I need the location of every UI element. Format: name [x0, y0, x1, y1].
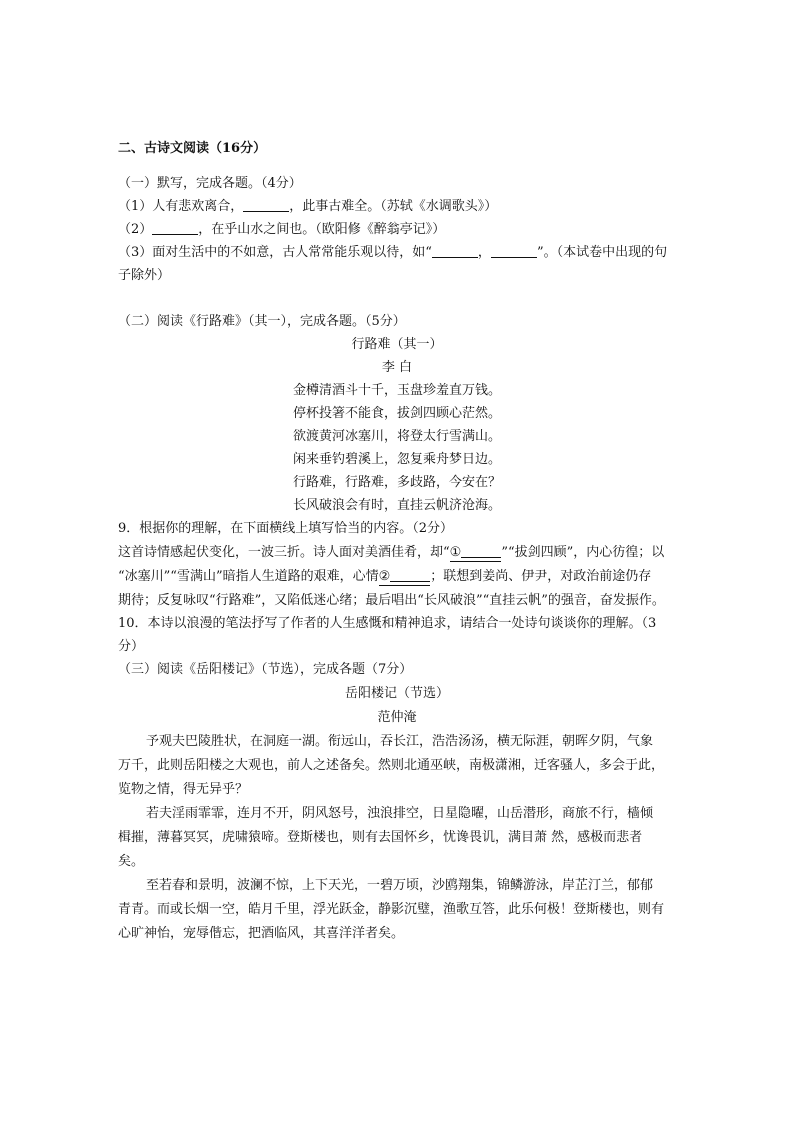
poem-line: 欲渡黄河冰塞川，将登太行雪满山。 — [292, 429, 501, 444]
q9-l2-text-b: ；联想到姜尚、伊尹，对政治前途仍存 — [430, 569, 652, 584]
question-3 — [118, 245, 667, 261]
q9-line-2 — [118, 569, 651, 586]
q1-text-after: ，此事古难全。（苏轼《水调歌头》） — [289, 199, 498, 214]
q9-blank-1-line — [461, 545, 501, 558]
q9-line-1 — [118, 545, 664, 562]
q2-answer-blank[interactable] — [152, 222, 198, 235]
essay-p2-line: 若夫淫雨霏霏，连月不开，阴风怒号，浊浪排空，日星隐曜，山岳潜形，商旅不行，樯倾 — [146, 806, 654, 821]
q3-answer-blank-2[interactable] — [491, 245, 537, 258]
essay-title: 岳阳楼记（节选） — [344, 686, 449, 701]
essay-p2-line: 矣。 — [118, 854, 145, 869]
q3-text-mid: ， — [477, 245, 491, 260]
q9-blank-2-line — [390, 569, 430, 582]
essay-p3-line: 心旷神怡，宠辱偕忘，把酒临风，其喜洋洋者矣。 — [118, 926, 405, 941]
essay-p1-line: 予观夫巴陵胜状，在洞庭一湖。衔远山，吞长江，浩浩汤汤，横无际涯，朝晖夕阴，气象 — [146, 734, 654, 749]
q3-text-before: （3）面对生活中的不如意，古人常常能乐观以待，如“ — [118, 245, 432, 260]
q9-line-3: 期待；反复咏叹“行路难”，又陷低迷心绪；最后唱出“长风破浪”“直挂云帆”的强音，奋发振作。 — [118, 593, 665, 608]
part3-header: （三）阅读《岳阳楼记》（节选），完成各题（7分） — [118, 662, 413, 677]
q2-text-after: ，在乎山水之间也。（欧阳修《醉翁亭记》） — [198, 222, 446, 237]
q2-text-before: （2） — [118, 222, 153, 237]
q3-text-after: ”。（本试卷中出现的句 — [536, 245, 668, 260]
q1-answer-blank[interactable] — [243, 199, 289, 212]
essay-p3-line: 青青。而或长烟一空，皓月千里，浮光跃金，静影沉璧，渔歌互答，此乐何极！登斯楼也，则有 — [118, 902, 665, 917]
question-10-cont: 分） — [118, 639, 145, 654]
q1-text-before: （1）人有悲欢离合， — [118, 199, 244, 214]
essay-author: 范仲淹 — [377, 710, 417, 725]
question-2 — [118, 222, 445, 238]
poem-line: 闲来垂钓碧溪上，忽复乘舟梦日边。 — [292, 452, 501, 467]
q3-answer-blank-1[interactable] — [432, 245, 478, 258]
q9-blank-2[interactable] — [379, 569, 431, 586]
q9-l2-text-a: “冰塞川”“雪满山”暗指人生道路的艰难，心情 — [118, 569, 379, 584]
poem-line: 金樽清酒斗十千，玉盘珍羞直万钱。 — [292, 383, 501, 398]
section-title: 二、古诗文阅读（16分） — [118, 141, 267, 156]
essay-p1-line: 览物之情，得无异乎？ — [118, 782, 249, 797]
question-10: 10．本诗以浪漫的笔法抒写了作者的人生感慨和精神追求，请结合一处诗句谈谈你的理解。（3 — [118, 616, 657, 631]
question-1 — [118, 199, 497, 215]
question-3-cont: 子除外） — [118, 268, 171, 283]
essay-p2-line: 楫摧，薄暮冥冥，虎啸猿啼。登斯楼也，则有去国怀乡，忧谗畏讥，满目萧 然，感极而悲者 — [118, 830, 643, 845]
part1-header: （一）默写，完成各题。（4分） — [118, 176, 302, 191]
q9-l1-text-b: ”“拔剑四顾”，内心彷徨；以 — [501, 545, 665, 560]
poem-author: 李 白 — [381, 360, 413, 375]
q9-l1-text-a: 这首诗情感起伏变化，一波三折。诗人面对美酒佳肴，却“ — [118, 545, 450, 560]
question-9: 9．根据你的理解，在下面横线上填写恰当的内容。（2分） — [118, 521, 454, 536]
essay-p1-line: 万千，此则岳阳楼之大观也，前人之述备矣。然则北通巫峡，南极潇湘，迁客骚人，多会于此， — [118, 758, 665, 773]
poem-line: 停杯投箸不能食，拔剑四顾心茫然。 — [292, 406, 501, 421]
poem-title: 行路难（其一） — [351, 337, 443, 352]
poem-line: 行路难，行路难，多歧路，今安在？ — [292, 475, 501, 490]
q9-blank-1[interactable] — [450, 545, 502, 562]
poem-line: 长风破浪会有时，直挂云帆济沧海。 — [292, 498, 501, 513]
part2-header: （二）阅读《行路难》（其一），完成各题。（5分） — [118, 314, 406, 329]
q9-mark-2: ② — [378, 569, 391, 584]
essay-p3-line: 至若春和景明，波澜不惊，上下天光，一碧万顷，沙鸥翔集，锦鳞游泳，岸芷汀兰，郁郁 — [146, 878, 654, 893]
q9-mark-1: ① — [449, 545, 462, 560]
